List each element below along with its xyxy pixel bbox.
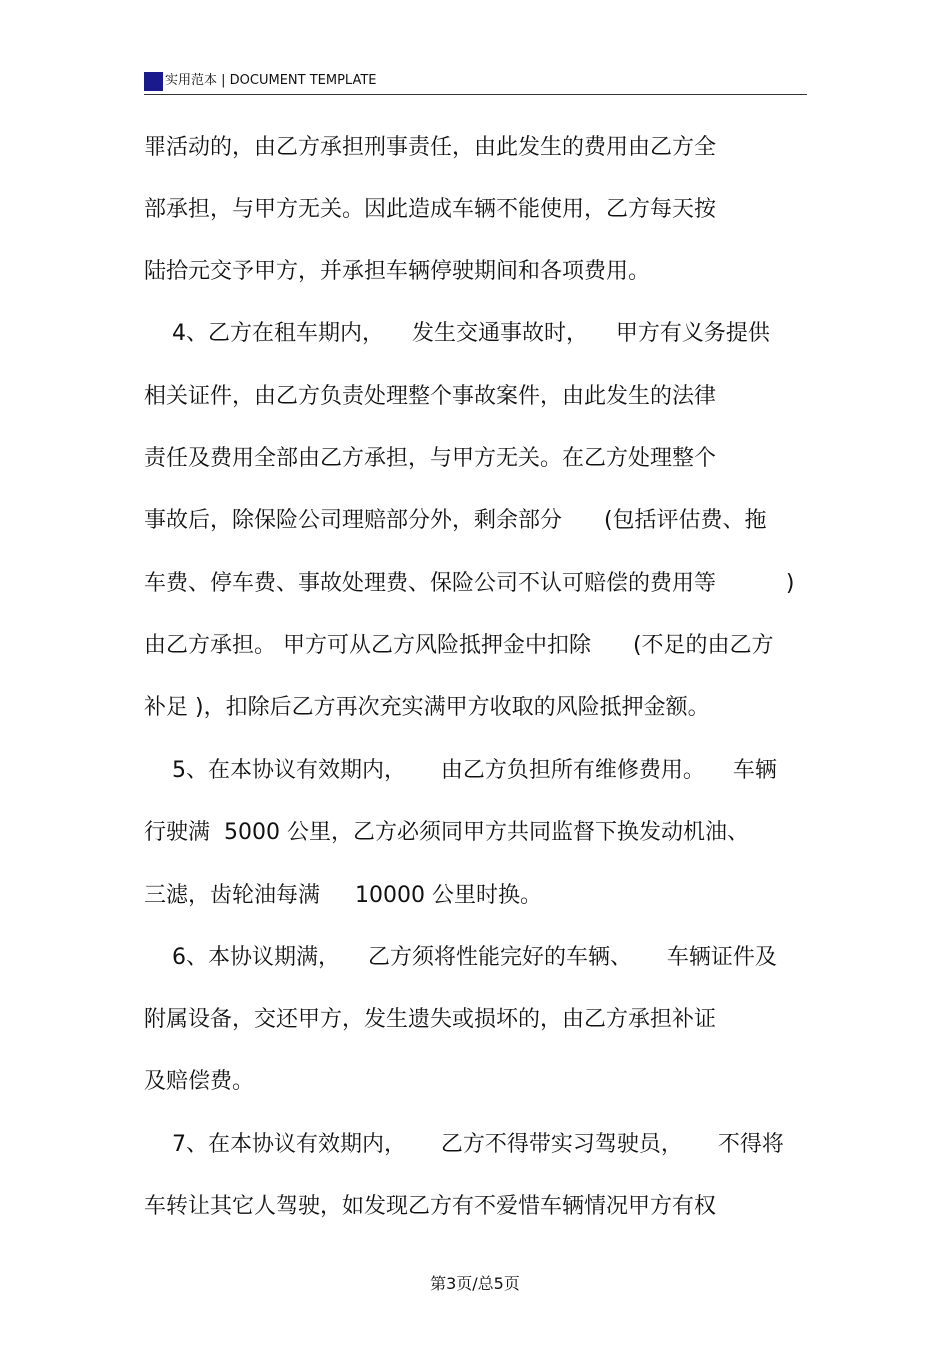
body-line: 补足 )，扣除后乙方再次充实满甲方收取的风险抵押金额。 xyxy=(144,695,710,720)
body-line: 事故后，除保险公司理赔部分外，剩余部分 (包括评估费、拖 xyxy=(144,508,767,533)
body-line: 及赔偿费。 xyxy=(144,1069,255,1094)
body-line: 罪活动的，由乙方承担刑事责任，由此发生的费用由乙方全 xyxy=(144,135,717,160)
body-line: 责任及费用全部由乙方承担，与甲方无关。在乙方处理整个 xyxy=(144,446,717,471)
body-line: 5、在本协议有效期内， 由乙方负担所有维修费用。 车辆 xyxy=(144,758,777,783)
page-number: 第3页/总5页 xyxy=(430,1274,520,1293)
body-line: 车费、停车费、事故处理费、保险公司不认可赔偿的费用等 ) xyxy=(144,571,795,596)
body-line: 6、本协议期满， 乙方须将性能完好的车辆、 车辆证件及 xyxy=(144,945,777,970)
template-logo-icon xyxy=(144,72,163,91)
body-line: 三滤，齿轮油每满 10000 公里时换。 xyxy=(144,883,542,908)
header-title: 实用范本 | DOCUMENT TEMPLATE xyxy=(165,73,377,88)
page-header xyxy=(144,70,807,95)
body-line: 4、乙方在租车期内， 发生交通事故时， 甲方有义务提供 xyxy=(144,321,770,346)
body-line: 由乙方承担。 甲方可从乙方风险抵押金中扣除 (不足的由乙方 xyxy=(144,633,774,658)
body-line: 部承担，与甲方无关。因此造成车辆不能使用，乙方每天按 xyxy=(144,197,717,222)
body-line: 相关证件，由乙方负责处理整个事故案件，由此发生的法律 xyxy=(144,384,717,409)
body-line: 7、在本协议有效期内， 乙方不得带实习驾驶员， 不得将 xyxy=(144,1132,784,1157)
body-line: 行驶满 5000 公里，乙方必须同甲方共同监督下换发动机油、 xyxy=(144,820,749,845)
body-line: 陆拾元交予甲方，并承担车辆停驶期间和各项费用。 xyxy=(144,259,651,284)
body-line: 车转让其它人驾驶，如发现乙方有不爱惜车辆情况甲方有权 xyxy=(144,1194,717,1219)
body-line: 附属设备，交还甲方，发生遗失或损坏的，由乙方承担补证 xyxy=(144,1007,717,1032)
